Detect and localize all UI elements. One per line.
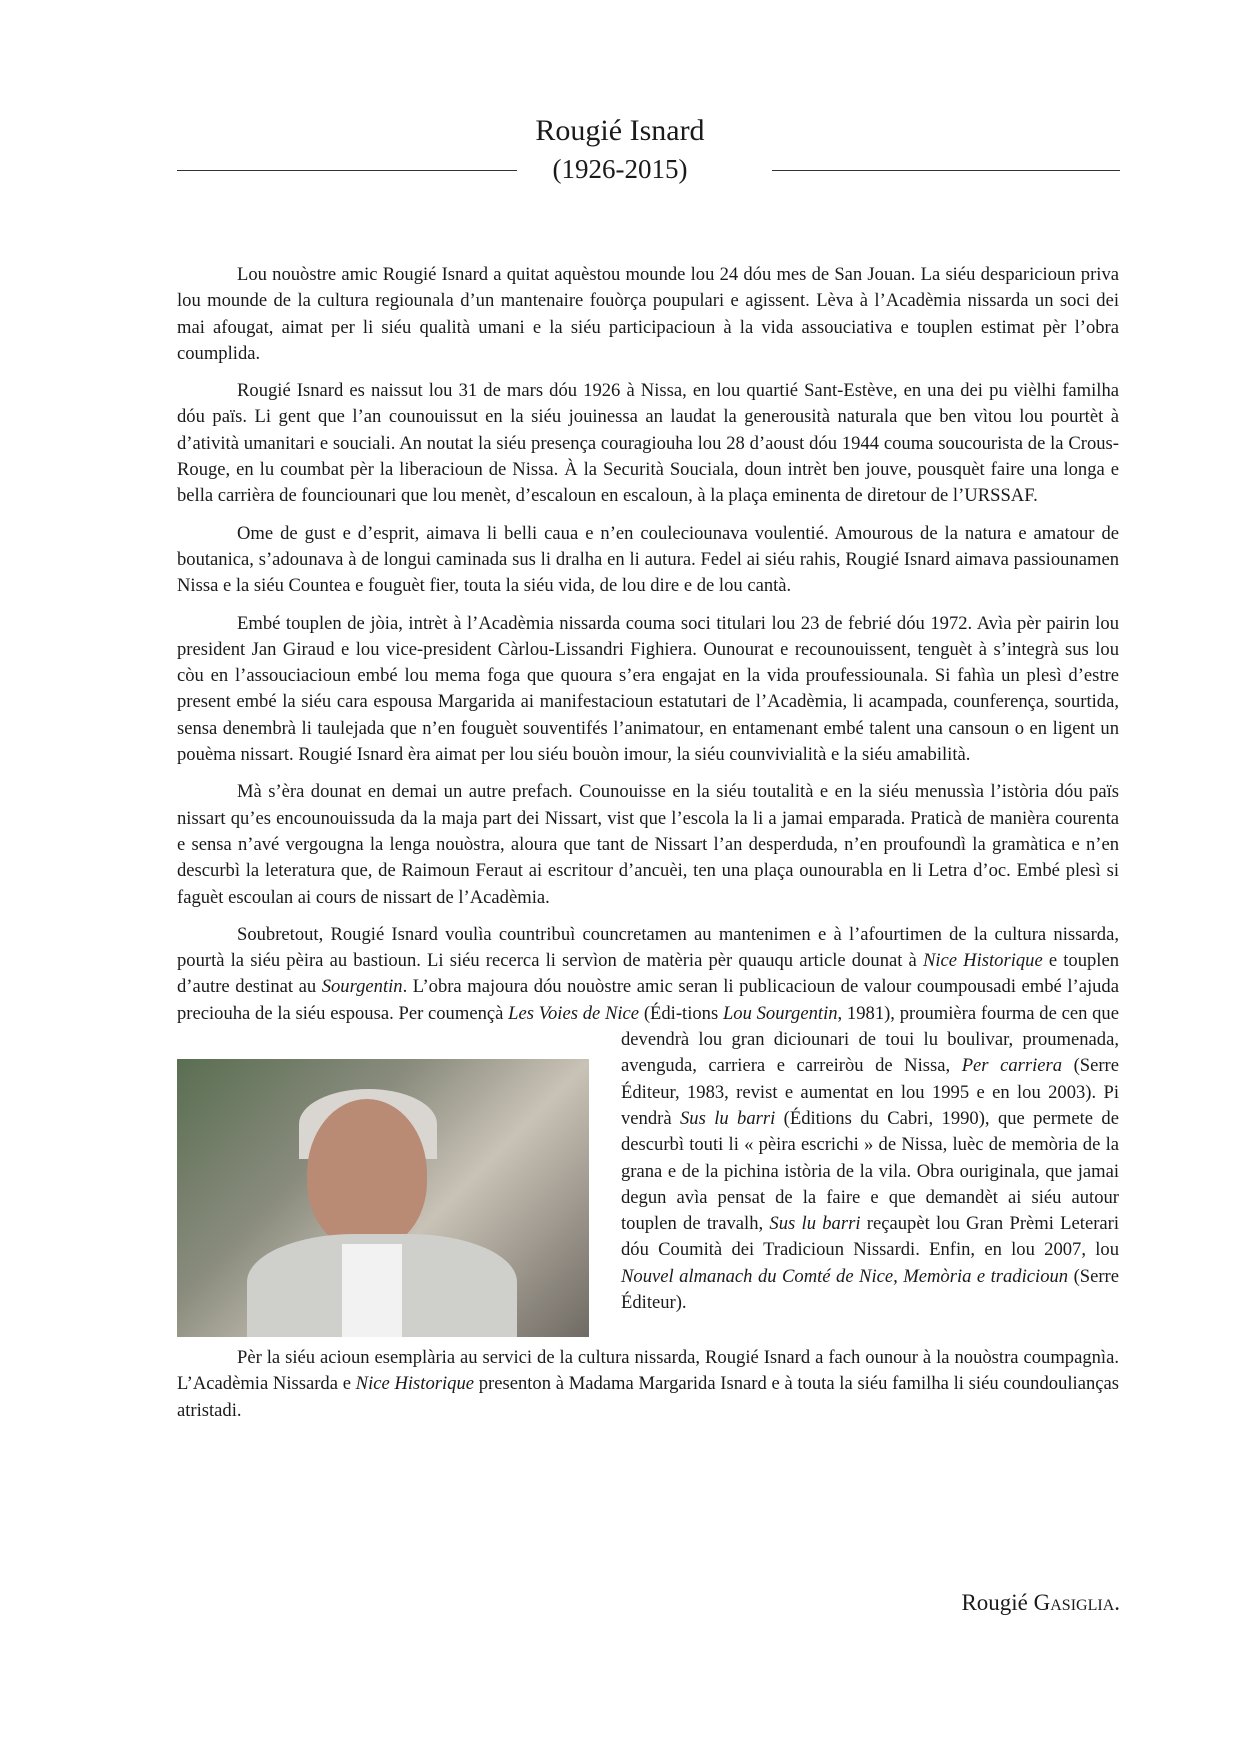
p6-text-c: . L’obra majoura dóu nouòstre amic seran li publicacioun de valour coumpousadi embé l’ajuda preciouha de la siéu espousa. Per coumençà	[177, 976, 1119, 1024]
p7-text-a: Pèr la siéu acioun esemplària au servici de la cultura nissarda, Rougié Isnard a fach ounour à la nouòstra coumpagnìa. L’Acadèmia Nissarda e	[177, 1347, 1119, 1395]
p6-title-per-carriera: Per carriera	[961, 1055, 1063, 1077]
author-last-name: Gasiglia	[1033, 1590, 1115, 1615]
p6-text-e: , 1981), proumièra fourma de cen que devendrà lou gran diciounari de toui lu boulivar, proumenada, avenguda, carriera e carreiròu de Nissa,	[621, 1002, 1119, 1077]
p6-title-nouvel-almanach: Nouvel almanach du Comté de Nice, Memòria e tradicioun	[621, 1265, 1069, 1287]
author-first-name: Rougié	[961, 1590, 1034, 1615]
photo-shirt-shape	[342, 1244, 402, 1337]
p6-title-sus-lu-barri-2: Sus lu barri	[769, 1213, 861, 1235]
photo-face-shape	[307, 1099, 427, 1249]
p6-text-g: (Éditions du Cabri, 1990), que permete de descurbì touti li « pèira escrichi » de Nissa, luèc de memòria de la grana e de la pichina istòria de la vila. Obra ouriginala, que jamai degun avìa pensat de la faire e que demandèt ai siéu autour touplen de travalh,	[621, 1107, 1119, 1235]
p7-text-b: presenton à Madama Margarida Isnard e à touta la siéu familha li siéu coundoulianças atristadi.	[177, 1373, 1119, 1421]
p7-title-nice-historique: Nice Historique	[355, 1373, 475, 1395]
p6-text-d: (Édi-tions	[639, 1002, 723, 1024]
paragraph-6	[177, 922, 1119, 1316]
portrait-photo	[177, 1059, 589, 1337]
p6-text-h: reçaupèt lou Gran Prèmi Leterari dóu Coumità dei Tradicioun Nissardi. Enfin, en lou 2007, lou	[621, 1213, 1119, 1261]
p6-title-nice-historique: Nice Historique	[922, 950, 1043, 972]
p6-text-a: Soubretout, Rougié Isnard voulìa countribuì councretamen au mantenimen e à l’afourtimen de la cultura nissarda, pourtà la siéu pèira au bastioun. Li siéu recerca li servìon de matèria pèr quauqu article dounat à	[177, 923, 1119, 972]
p6-text-f: (Serre Éditeur, 1983, revist e aumentat en lou 1995 e en lou 2003). Pi vendrà	[621, 1055, 1119, 1129]
p6-text-i: (Serre Éditeur).	[621, 1265, 1119, 1313]
article-body	[177, 262, 1119, 1435]
p6-text-b: e touplen d’autre destinat au	[177, 950, 1119, 998]
author-signature	[880, 1588, 1120, 1618]
paragraph-7	[177, 1345, 1119, 1424]
author-period: .	[1114, 1590, 1120, 1615]
paragraph-3: Ome de gust e d’esprit, aimava li belli caua e n’en couleciounava voulentié. Amourous de la natura e amatour de boutanica, s’adounava à de longui caminada sus li dralha en li autura. Fedel ai siéu rahis, Rougié Isnard aimava passiounamen Nissa e la siéu Countea e fouguèt fier, touta la siéu vida, de lou dire e de lou cantà.	[177, 522, 1119, 597]
p6-title-lou-sourgentin: Lou Sourgentin	[722, 1002, 838, 1024]
article-years: (1926-2015)	[552, 154, 688, 184]
header-rule-right	[772, 170, 1120, 171]
p6-title-sus-lu-barri-1: Sus lu barri	[679, 1107, 776, 1129]
article-header	[0, 112, 1240, 186]
article-title: Rougié Isnard	[535, 114, 705, 147]
paragraph-5: Mà s’èra dounat en demai un autre prefach. Counouisse en la siéu toutalità e en la siéu menussìa l’istòria dóu païs nissart qu’es encounouissuda da la maja part dei Nissart, vist que l’escola la li a jamai emparada. Praticà de manièra courenta e sensa n’avé vergougna la lenga nouòstra, aloura que tant de Nissart l’an desperduda, n’en proufoundì la gramàtica e n’en descurbì la leteratura que, de Raimoun Feraut ai escritour d’ancuèi, ten una plaça ounourabla en li Letra d’oc. Embé plesì si faguèt escoulan ai cours de nissart de l’Acadèmia.	[177, 781, 1119, 908]
header-rule-left	[177, 170, 517, 171]
paragraph-2: Rougié Isnard es naissut lou 31 de mars dóu 1926 à Nissa, en lou quartié Sant-Estève, en una dei pu vièlhi familha dóu païs. Li gent que l’an counouissut en la siéu jouinessa an laudat la generousità naturala que ben vìtou lou pourtèt à d’atività umanitari e souciali. An noutat la siéu presença couragiouha lou 28 d’aoust dóu 1944 couma soucourista de la Crous-Rouge, en lu coumbat pèr la liberacioun de Nissa. À la Securità Souciala, doun intrèt ben jouve, pousquèt faire una longa e bella carrièra de founciounari que lou menèt, d’escaloun en escaloun, à la plaça eminenta de diretour de l’URSSAF.	[177, 380, 1119, 507]
paragraph-4: Embé touplen de jòia, intrèt à l’Acadèmia nissarda couma soci titulari lou 23 de febrié dóu 1972. Avìa pèr pairin lou president Jan Giraud e lou vice-president Càrlou-Lissandri Fighiera. Ounourat e recounouissent, tenguèt à s’integrà sus lou còu en l’assouciacioun embé lou mema foga que quoura s’era engajat en la vida proufessiounala. Si fahìa un plesì d’estre present embé la siéu cara espousa Margarida ai manifestacioun estatutari de l’Acadèmia, li acampada, counferença, sourtida, sensa denembrà li taulejada que n’en fouguèt souventifés l’animatour, en entamenant embé talent una cansoun o en ligent un pouèma nissart. Rougié Isnard èra aimat per lou siéu bouòn imour, la siéu counvivialità e la siéu amabilità.	[177, 612, 1119, 766]
p6-title-sourgentin: Sourgentin	[321, 976, 403, 998]
p6-title-voies: Les Voies de Nice	[508, 1002, 640, 1024]
paragraph-1: Lou nouòstre amic Rougié Isnard a quitat aquèstou mounde lou 24 dóu mes de San Jouan. La siéu desparicioun priva lou mounde de la cultura regiounala d’un mantenaire fouòrça poupulari e agissent. Lèva à l’Acadèmia nissarda un soci dei mai afougat, aimat per li siéu qualità umani e la siéu participacioun à la vida assouciativa e touplen estimat pèr l’obra coumplida.	[177, 264, 1119, 364]
